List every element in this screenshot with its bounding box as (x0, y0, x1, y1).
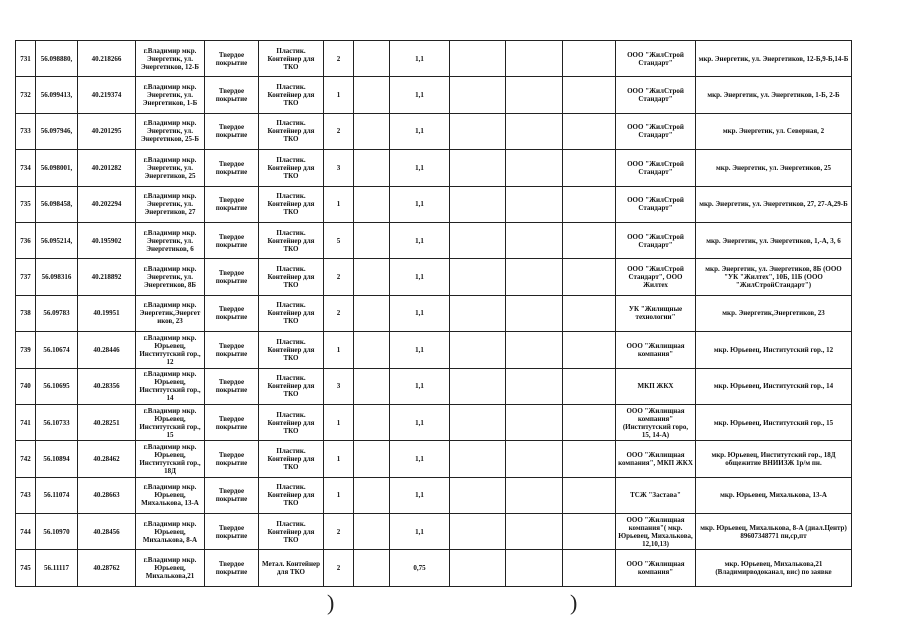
surface-cell: Твердое покрытие (205, 404, 259, 440)
empty-cell (450, 332, 506, 368)
registry-table (15, 40, 852, 587)
waste-source-cell: мкр. Юрьевец, Институтский гор., 14 (696, 368, 852, 404)
empty-cell (450, 41, 506, 77)
container-count-cell: 3 (324, 368, 354, 404)
table-row (16, 295, 852, 331)
container-type-cell: Пластик. Контейнер для ТКО (259, 259, 324, 295)
empty-cell (506, 550, 563, 586)
latitude-cell: 56.098316 (36, 259, 78, 295)
container-volume-cell: 1,1 (390, 222, 450, 258)
empty-cell (506, 332, 563, 368)
organization-cell: ООО "Жилищная компания" (616, 332, 696, 368)
container-volume-cell: 1,1 (390, 477, 450, 513)
container-type-cell: Пластик. Контейнер для ТКО (259, 404, 324, 440)
container-volume-cell: 1,1 (390, 41, 450, 77)
row-number-cell: 745 (16, 550, 36, 586)
organization-cell: ООО "Жилищная компания" (616, 550, 696, 586)
longitude-cell: 40.28356 (78, 368, 136, 404)
surface-cell: Твердое покрытие (205, 113, 259, 149)
empty-cell (450, 441, 506, 477)
waste-source-cell: мкр. Энергетик,Энергетиков, 23 (696, 295, 852, 331)
organization-cell: МКП ЖКХ (616, 368, 696, 404)
container-type-cell: Метал. Контейнер для ТКО (259, 550, 324, 586)
surface-cell: Твердое покрытие (205, 550, 259, 586)
container-volume-cell: 1,1 (390, 368, 450, 404)
table-row (16, 441, 852, 477)
container-type-cell: Пластик. Контейнер для ТКО (259, 441, 324, 477)
address-cell: г.Владимир мкр. Энергетик, ул. Энергетиков, 25 (136, 150, 205, 186)
longitude-cell: 40.28446 (78, 332, 136, 368)
surface-cell: Твердое покрытие (205, 441, 259, 477)
row-number-cell: 736 (16, 222, 36, 258)
address-cell: г.Владимир мкр. Энергетик, ул. Энергетиков, 1-Б (136, 77, 205, 113)
empty-cell (354, 404, 390, 440)
container-volume-cell: 1,1 (390, 186, 450, 222)
row-number-cell: 743 (16, 477, 36, 513)
container-count-cell: 1 (324, 77, 354, 113)
table-row (16, 222, 852, 258)
waste-source-cell: мкр. Энергетик, ул. Энергетиков, 8Б (ООО "УК "Жилтех", 10Б, 11Б (ООО "ЖилСтройСтандарт") (696, 259, 852, 295)
empty-cell (450, 113, 506, 149)
empty-cell (506, 222, 563, 258)
empty-cell (506, 77, 563, 113)
row-number-cell: 737 (16, 259, 36, 295)
container-type-cell: Пластик. Контейнер для ТКО (259, 113, 324, 149)
empty-cell (506, 113, 563, 149)
container-volume-cell: 1,1 (390, 113, 450, 149)
empty-cell (354, 332, 390, 368)
latitude-cell: 56.098458, (36, 186, 78, 222)
surface-cell: Твердое покрытие (205, 514, 259, 550)
table-row (16, 186, 852, 222)
empty-cell (450, 77, 506, 113)
container-count-cell: 2 (324, 113, 354, 149)
container-volume-cell: 0,75 (390, 550, 450, 586)
row-number-cell: 744 (16, 514, 36, 550)
container-volume-cell: 1,1 (390, 295, 450, 331)
table-row (16, 404, 852, 440)
waste-source-cell: мкр. Энергетик, ул. Энергетиков, 27, 27-А,29-Б (696, 186, 852, 222)
row-number-cell: 738 (16, 295, 36, 331)
table-row (16, 550, 852, 586)
table-row (16, 368, 852, 404)
surface-cell: Твердое покрытие (205, 477, 259, 513)
table-row (16, 332, 852, 368)
longitude-cell: 40.202294 (78, 186, 136, 222)
latitude-cell: 56.10695 (36, 368, 78, 404)
empty-cell (563, 477, 616, 513)
address-cell: г.Владимир мкр. Энергетик, ул. Энергетиков, 12-Б (136, 41, 205, 77)
waste-source-cell: мкр. Энергетик, ул. Энергетиков, 1-Б, 2-Б (696, 77, 852, 113)
latitude-cell: 56.10733 (36, 404, 78, 440)
empty-cell (354, 441, 390, 477)
latitude-cell: 56.097946, (36, 113, 78, 149)
organization-cell: ООО "ЖилСтрой Стандарт", ООО Жилтех (616, 259, 696, 295)
row-number-cell: 740 (16, 368, 36, 404)
latitude-cell: 56.11074 (36, 477, 78, 513)
row-number-cell: 733 (16, 113, 36, 149)
table-row (16, 259, 852, 295)
organization-cell: ООО "ЖилСтрой Стандарт" (616, 186, 696, 222)
container-count-cell: 2 (324, 259, 354, 295)
waste-source-cell: мкр. Юрьевец, Михалькова, 8-А (диал.Центр) 89607348771 пн,ср,пт (696, 514, 852, 550)
empty-cell (506, 441, 563, 477)
empty-cell (506, 41, 563, 77)
organization-cell: ООО "Жилищная компания", МКП ЖКХ (616, 441, 696, 477)
waste-source-cell: мкр. Юрьевец, Институтский гор., 15 (696, 404, 852, 440)
empty-cell (563, 222, 616, 258)
empty-cell (506, 259, 563, 295)
container-type-cell: Пластик. Контейнер для ТКО (259, 186, 324, 222)
address-cell: г.Владимир мкр. Энергетик, ул. Энергетиков, 27 (136, 186, 205, 222)
latitude-cell: 56.11117 (36, 550, 78, 586)
longitude-cell: 40.218266 (78, 41, 136, 77)
container-type-cell: Пластик. Контейнер для ТКО (259, 477, 324, 513)
table-row (16, 77, 852, 113)
organization-cell: ООО "ЖилСтрой Стандарт" (616, 41, 696, 77)
longitude-cell: 40.28251 (78, 404, 136, 440)
empty-cell (450, 150, 506, 186)
container-type-cell: Пластик. Контейнер для ТКО (259, 41, 324, 77)
row-number-cell: 732 (16, 77, 36, 113)
row-number-cell: 734 (16, 150, 36, 186)
empty-cell (506, 150, 563, 186)
organization-cell: ООО "ЖилСтрой Стандарт" (616, 113, 696, 149)
longitude-cell: 40.28663 (78, 477, 136, 513)
surface-cell: Твердое покрытие (205, 186, 259, 222)
waste-source-cell: мкр. Энергетик, ул. Энергетиков, 25 (696, 150, 852, 186)
container-count-cell: 1 (324, 477, 354, 513)
container-count-cell: 5 (324, 222, 354, 258)
empty-cell (450, 295, 506, 331)
longitude-cell: 40.28462 (78, 441, 136, 477)
longitude-cell: 40.201282 (78, 150, 136, 186)
container-type-cell: Пластик. Контейнер для ТКО (259, 150, 324, 186)
surface-cell: Твердое покрытие (205, 295, 259, 331)
container-count-cell: 1 (324, 441, 354, 477)
empty-cell (354, 514, 390, 550)
surface-cell: Твердое покрытие (205, 41, 259, 77)
empty-cell (563, 368, 616, 404)
row-number-cell: 742 (16, 441, 36, 477)
container-count-cell: 2 (324, 41, 354, 77)
latitude-cell: 56.10894 (36, 441, 78, 477)
container-type-cell: Пластик. Контейнер для ТКО (259, 295, 324, 331)
surface-cell: Твердое покрытие (205, 222, 259, 258)
surface-cell: Твердое покрытие (205, 332, 259, 368)
empty-cell (450, 550, 506, 586)
organization-cell: ООО "ЖилСтрой Стандарт" (616, 222, 696, 258)
empty-cell (450, 259, 506, 295)
empty-cell (563, 113, 616, 149)
address-cell: г.Владимир мкр. Юрьевец, Институтский гор., 12 (136, 332, 205, 368)
empty-cell (354, 550, 390, 586)
organization-cell: ООО "ЖилСтрой Стандарт" (616, 77, 696, 113)
longitude-cell: 40.28762 (78, 550, 136, 586)
table-row (16, 41, 852, 77)
container-volume-cell: 1,1 (390, 150, 450, 186)
empty-cell (354, 295, 390, 331)
waste-source-cell: мкр. Энергетик, ул. Северная, 2 (696, 113, 852, 149)
address-cell: г.Владимир мкр. Юрьевец, Институтский гор., 14 (136, 368, 205, 404)
surface-cell: Твердое покрытие (205, 150, 259, 186)
empty-cell (506, 404, 563, 440)
organization-cell: ООО "ЖилСтрой Стандарт" (616, 150, 696, 186)
table-body (16, 41, 852, 587)
empty-cell (506, 514, 563, 550)
container-count-cell: 3 (324, 150, 354, 186)
footer-mark-left: ) (327, 590, 335, 615)
latitude-cell: 56.09783 (36, 295, 78, 331)
latitude-cell: 56.098001, (36, 150, 78, 186)
container-count-cell: 2 (324, 550, 354, 586)
container-type-cell: Пластик. Контейнер для ТКО (259, 368, 324, 404)
container-volume-cell: 1,1 (390, 514, 450, 550)
longitude-cell: 40.19951 (78, 295, 136, 331)
empty-cell (563, 259, 616, 295)
empty-cell (506, 186, 563, 222)
empty-cell (506, 477, 563, 513)
empty-cell (563, 295, 616, 331)
waste-source-cell: мкр. Энергетик, ул. Энергетиков, 12-Б,9-Б,14-Б (696, 41, 852, 77)
empty-cell (450, 186, 506, 222)
container-count-cell: 1 (324, 404, 354, 440)
address-cell: г.Владимир мкр. Юрьевец, Михалькова, 13-А (136, 477, 205, 513)
longitude-cell: 40.195902 (78, 222, 136, 258)
container-volume-cell: 1,1 (390, 441, 450, 477)
empty-cell (354, 150, 390, 186)
empty-cell (354, 186, 390, 222)
latitude-cell: 56.10970 (36, 514, 78, 550)
longitude-cell: 40.219374 (78, 77, 136, 113)
empty-cell (506, 368, 563, 404)
row-number-cell: 735 (16, 186, 36, 222)
empty-cell (354, 222, 390, 258)
waste-source-cell: мкр. Юрьевец, Михалькова, 13-А (696, 477, 852, 513)
container-count-cell: 2 (324, 514, 354, 550)
empty-cell (563, 41, 616, 77)
empty-cell (563, 77, 616, 113)
empty-cell (450, 404, 506, 440)
latitude-cell: 56.099413, (36, 77, 78, 113)
container-type-cell: Пластик. Контейнер для ТКО (259, 77, 324, 113)
empty-cell (354, 113, 390, 149)
address-cell: г.Владимир мкр. Энергетик, ул. Энергетиков, 25-Б (136, 113, 205, 149)
container-volume-cell: 1,1 (390, 259, 450, 295)
row-number-cell: 731 (16, 41, 36, 77)
address-cell: г.Владимир мкр. Энергетик, ул. Энергетиков, 6 (136, 222, 205, 258)
waste-source-cell: мкр. Юрьевец, Институтский гор., 12 (696, 332, 852, 368)
empty-cell (450, 368, 506, 404)
footer-mark-right: ) (570, 590, 578, 615)
address-cell: г.Владимир мкр. Юрьевец, Институтский гор., 18Д (136, 441, 205, 477)
container-count-cell: 1 (324, 186, 354, 222)
empty-cell (354, 477, 390, 513)
container-type-cell: Пластик. Контейнер для ТКО (259, 514, 324, 550)
empty-cell (354, 77, 390, 113)
latitude-cell: 56.095214, (36, 222, 78, 258)
organization-cell: ООО "Жилищная компания"( мкр. Юрьевец, Михалькова, 12,10,13) (616, 514, 696, 550)
row-number-cell: 739 (16, 332, 36, 368)
empty-cell (563, 150, 616, 186)
latitude-cell: 56.098880, (36, 41, 78, 77)
empty-cell (354, 368, 390, 404)
table-row (16, 113, 852, 149)
latitude-cell: 56.10674 (36, 332, 78, 368)
longitude-cell: 40.201295 (78, 113, 136, 149)
longitude-cell: 40.28456 (78, 514, 136, 550)
address-cell: г.Владимир мкр. Энергетик, ул. Энергетиков, 8Б (136, 259, 205, 295)
container-type-cell: Пластик. Контейнер для ТКО (259, 332, 324, 368)
empty-cell (354, 41, 390, 77)
container-volume-cell: 1,1 (390, 404, 450, 440)
surface-cell: Твердое покрытие (205, 368, 259, 404)
container-count-cell: 1 (324, 332, 354, 368)
table-row (16, 514, 852, 550)
row-number-cell: 741 (16, 404, 36, 440)
empty-cell (450, 477, 506, 513)
address-cell: г.Владимир мкр. Юрьевец, Михалькова,21 (136, 550, 205, 586)
address-cell: г.Владимир мкр. Юрьевец, Михалькова, 8-А (136, 514, 205, 550)
organization-cell: ООО "Жилищная компания"(Институтский горо, 15, 14-А) (616, 404, 696, 440)
surface-cell: Твердое покрытие (205, 259, 259, 295)
container-volume-cell: 1,1 (390, 77, 450, 113)
address-cell: г.Владимир мкр. Юрьевец, Институтский гор., 15 (136, 404, 205, 440)
container-type-cell: Пластик. Контейнер для ТКО (259, 222, 324, 258)
waste-source-cell: мкр. Юрьевец, Институтский гор., 18Д общежитие ВНИИЗЖ 1р/м пн. (696, 441, 852, 477)
empty-cell (450, 514, 506, 550)
empty-cell (354, 259, 390, 295)
longitude-cell: 40.218892 (78, 259, 136, 295)
surface-cell: Твердое покрытие (205, 77, 259, 113)
empty-cell (563, 441, 616, 477)
empty-cell (506, 295, 563, 331)
container-count-cell: 2 (324, 295, 354, 331)
organization-cell: УК "Жилищные технологии" (616, 295, 696, 331)
organization-cell: ТСЖ "Застава" (616, 477, 696, 513)
waste-source-cell: мкр. Юрьевец, Михалькова,21 (Владимирводоканал, вис) по заявке (696, 550, 852, 586)
empty-cell (450, 222, 506, 258)
empty-cell (563, 550, 616, 586)
empty-cell (563, 404, 616, 440)
container-volume-cell: 1,1 (390, 332, 450, 368)
table-row (16, 150, 852, 186)
address-cell: г.Владимир мкр. Энергетик,Энергетиков, 23 (136, 295, 205, 331)
table-row (16, 477, 852, 513)
waste-source-cell: мкр. Энергетик, ул. Энергетиков, 1,-А, 3, 6 (696, 222, 852, 258)
empty-cell (563, 332, 616, 368)
empty-cell (563, 186, 616, 222)
empty-cell (563, 514, 616, 550)
